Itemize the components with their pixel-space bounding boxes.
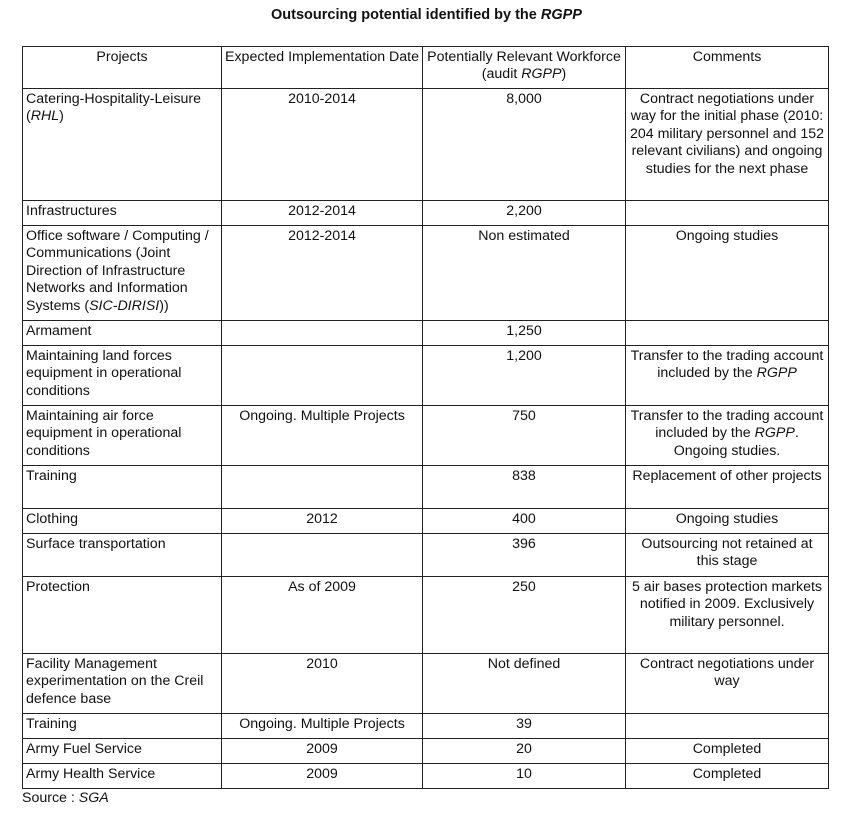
table-row (23, 739, 829, 764)
cell-workforce (423, 321, 626, 346)
cell-text: 2009 (306, 741, 338, 757)
cell-workforce (423, 534, 626, 577)
table-row (23, 321, 829, 346)
cell-text: Ongoing studies (675, 511, 779, 527)
cell-comments (626, 226, 829, 321)
cell-date (222, 226, 423, 321)
cell-date (222, 89, 423, 201)
cell-text: Army Fuel Service (26, 741, 142, 757)
table-header-row (23, 47, 829, 89)
cell-date (222, 534, 423, 577)
cell-comments (626, 89, 829, 201)
cell-text: Maintaining air force equipment in operational conditions (26, 408, 182, 459)
cell-text: ) (561, 66, 567, 83)
cell-text: ) (59, 108, 64, 125)
source-label: Source : (22, 790, 79, 806)
cell-text: Protection (26, 579, 90, 595)
source-note (22, 790, 109, 806)
table-row (23, 406, 829, 466)
italic-text: SIC-DIRISI (89, 297, 160, 314)
cell-text: 750 (512, 408, 536, 424)
cell-date (222, 321, 423, 346)
table-row (23, 509, 829, 534)
cell-text: 39 (516, 716, 532, 732)
cell-text: As of 2009 (288, 579, 356, 595)
cell-comments (626, 509, 829, 534)
cell-text: Projects (96, 49, 148, 65)
cell-date (222, 509, 423, 534)
cell-text: 10 (516, 766, 532, 782)
cell-comments (626, 466, 829, 509)
cell-project (23, 321, 222, 346)
table-row (23, 654, 829, 714)
cell-text: Non estimated (478, 228, 570, 244)
cell-text: 2010-2014 (288, 91, 356, 107)
cell-comments (626, 406, 829, 466)
cell-comments (626, 534, 829, 577)
cell-text: )) (159, 297, 169, 314)
cell-project (23, 201, 222, 226)
cell-text: Replacement of other projects (632, 468, 822, 484)
cell-comments (626, 201, 829, 226)
outsourcing-table (22, 46, 829, 789)
cell-text: Transfer to the trading account included by the (630, 408, 824, 442)
cell-text: Transfer to the trading account included by the (630, 348, 824, 382)
table-row (23, 577, 829, 654)
cell-comments (626, 739, 829, 764)
cell-workforce (423, 201, 626, 226)
cell-workforce (423, 89, 626, 201)
cell-project (23, 346, 222, 406)
cell-text: 2009 (306, 766, 338, 782)
cell-comments (626, 654, 829, 714)
cell-text: Comments (692, 49, 762, 65)
cell-date (222, 346, 423, 406)
cell-workforce (423, 654, 626, 714)
cell-project (23, 226, 222, 321)
table-row (23, 764, 829, 789)
cell-text: Completed (692, 741, 762, 757)
table-row (23, 201, 829, 226)
table-row (23, 466, 829, 509)
cell-text: 20 (516, 741, 532, 757)
page-title (0, 7, 853, 23)
cell-workforce (423, 764, 626, 789)
cell-text: Ongoing. Multiple Projects (239, 408, 405, 424)
table-row (23, 534, 829, 577)
cell-workforce (423, 739, 626, 764)
table-row (23, 714, 829, 739)
cell-comments (626, 764, 829, 789)
cell-text: Training (26, 716, 77, 732)
cell-project (23, 466, 222, 509)
cell-project (23, 654, 222, 714)
cell-project (23, 509, 222, 534)
cell-text: Surface transportation (26, 536, 166, 552)
cell-project (23, 406, 222, 466)
cell-workforce (423, 466, 626, 509)
header-workforce (423, 47, 626, 89)
cell-text: Infrastructures (26, 203, 117, 219)
cell-project (23, 739, 222, 764)
cell-date (222, 764, 423, 789)
cell-text: Contract negotiations under way for the initial phase (2010: 204 military personnel and 152 relevant civilians) and ongoing studies for the next phase (629, 91, 825, 177)
cell-text: Potentially Relevant Workforce (audit (427, 49, 621, 83)
cell-project (23, 534, 222, 577)
cell-text: Outsourcing not retained at this stage (641, 536, 813, 570)
cell-text: Contract negotiations under way (639, 656, 815, 690)
cell-text: 2012-2014 (288, 228, 356, 244)
cell-text: Not defined (487, 656, 561, 672)
italic-text: RGPP (521, 66, 562, 83)
header-projects (23, 47, 222, 89)
cell-workforce (423, 714, 626, 739)
cell-text: Training (26, 468, 77, 484)
cell-workforce (423, 509, 626, 534)
table-row (23, 226, 829, 321)
table-row (23, 89, 829, 201)
cell-text: Facility Management experimentation on the Creil defence base (26, 656, 204, 707)
cell-text: Expected Implementation Date (225, 49, 420, 65)
italic-text: RGPP (756, 365, 797, 382)
cell-workforce (423, 406, 626, 466)
cell-date (222, 654, 423, 714)
cell-project (23, 714, 222, 739)
cell-text: 396 (512, 536, 536, 552)
cell-workforce (423, 226, 626, 321)
cell-project (23, 764, 222, 789)
cell-project (23, 89, 222, 201)
table-body (23, 89, 829, 789)
cell-text: Armament (26, 323, 92, 339)
cell-text: 5 air bases protection markets notified in 2009. Exclusively military personnel. (631, 579, 823, 630)
cell-workforce (423, 577, 626, 654)
cell-comments (626, 321, 829, 346)
cell-text: 1,200 (506, 348, 542, 364)
cell-date (222, 466, 423, 509)
cell-comments (626, 714, 829, 739)
cell-text: Ongoing studies (675, 228, 779, 244)
header-implementation-date (222, 47, 423, 89)
cell-text: 1,250 (506, 323, 542, 339)
cell-text: Ongoing. Multiple Projects (239, 716, 405, 732)
cell-text: 2012-2014 (288, 203, 356, 219)
cell-date (222, 739, 423, 764)
cell-text: Maintaining land forces equipment in operational conditions (26, 348, 182, 399)
cell-date (222, 406, 423, 466)
cell-text: 2,200 (506, 203, 542, 219)
cell-text: 2012 (306, 511, 338, 527)
cell-comments (626, 577, 829, 654)
title-italic: RGPP (540, 7, 582, 23)
cell-comments (626, 346, 829, 406)
cell-date (222, 714, 423, 739)
source-value: SGA (78, 790, 109, 806)
cell-text: 838 (512, 468, 536, 484)
title-text: Outsourcing potential identified by the (271, 7, 541, 23)
cell-text: 2010 (306, 656, 338, 672)
cell-date (222, 201, 423, 226)
cell-text: Completed (692, 766, 762, 782)
table-row (23, 346, 829, 406)
cell-text: 250 (512, 579, 536, 595)
cell-text: 8,000 (506, 91, 542, 107)
cell-text: Army Health Service (26, 766, 156, 782)
cell-text: Office software / Computing / Communications (Joint Direction of Infrastructure Networks and Information Systems ( (26, 228, 209, 314)
cell-project (23, 577, 222, 654)
cell-date (222, 577, 423, 654)
cell-text: . Ongoing studies. (673, 425, 799, 459)
cell-text: Catering-Hospitality-Leisure ( (26, 91, 202, 125)
cell-text: Clothing (26, 511, 79, 527)
cell-workforce (423, 346, 626, 406)
italic-text: RGPP (754, 425, 795, 442)
italic-text: RHL (30, 108, 60, 125)
cell-text: 400 (512, 511, 536, 527)
header-comments (626, 47, 829, 89)
